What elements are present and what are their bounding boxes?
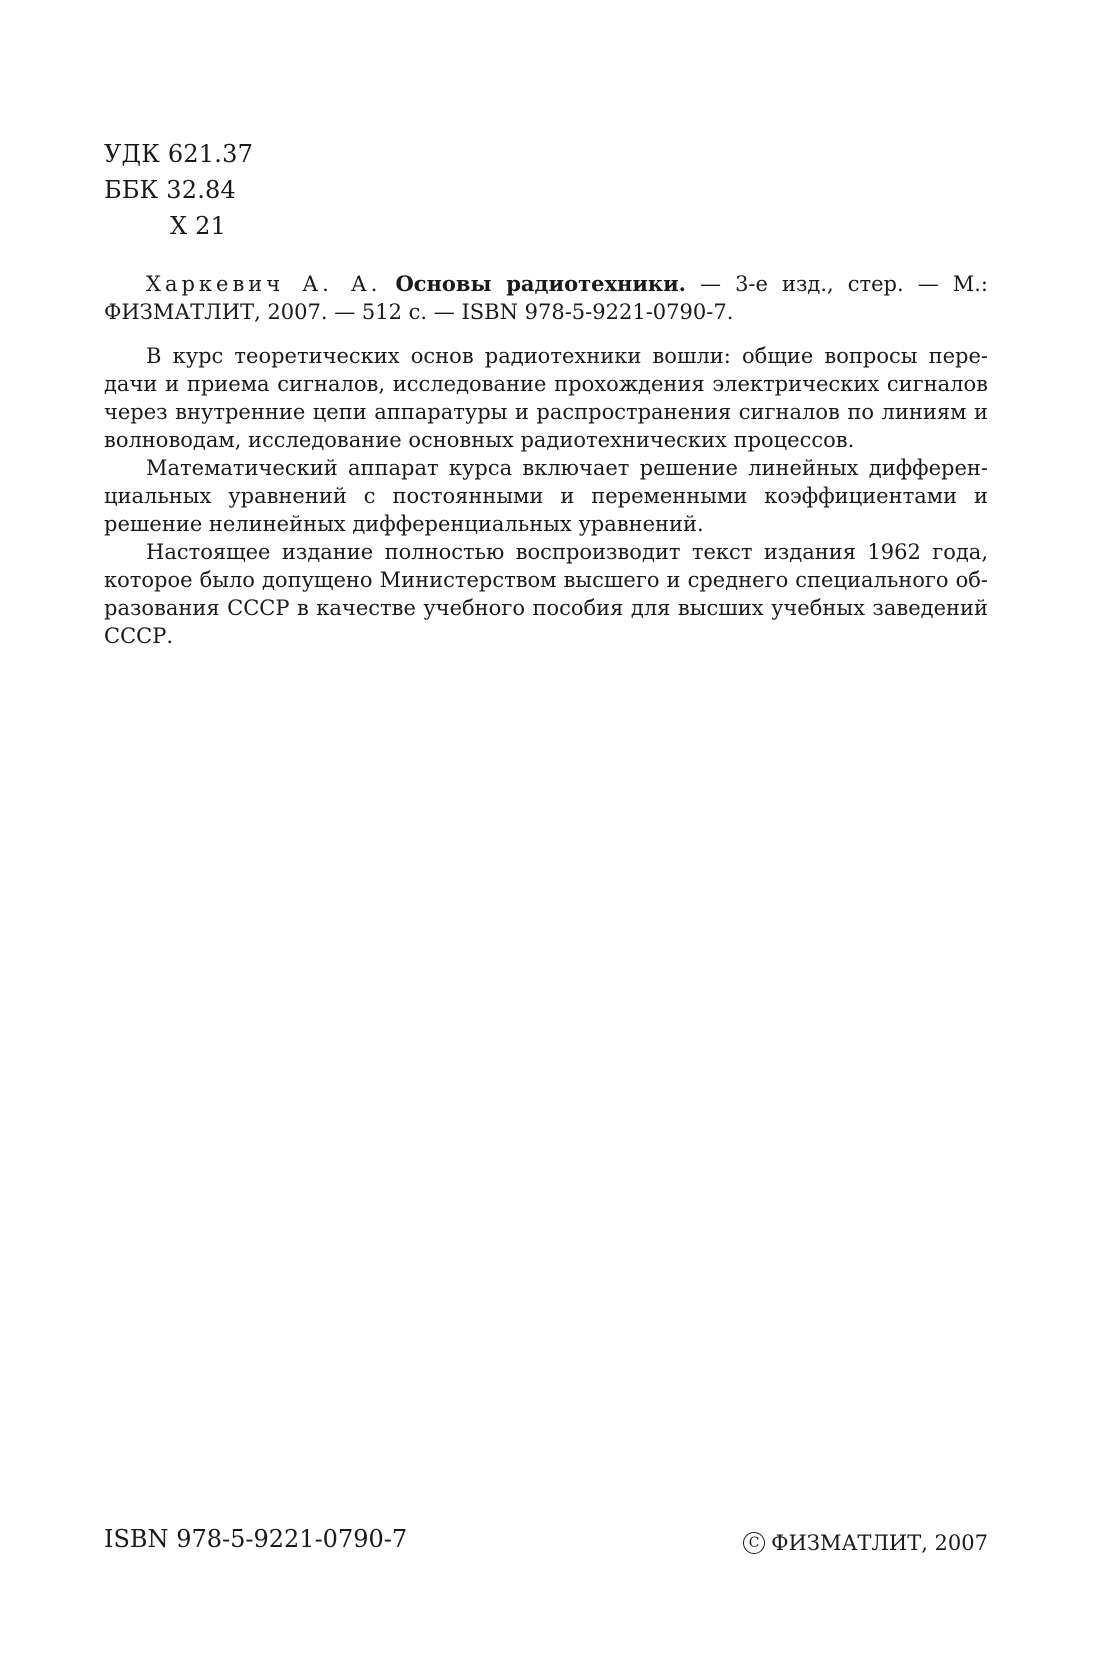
annotation-paragraph: Настоящее издание полностью воспроизводит текст издания 1962 года, которое было допущено Министерством высшего и среднего специального образования СССР в качестве учебного пособия для высших учебных заведений СССР. (104, 540, 988, 648)
page-footer (104, 1524, 988, 1558)
annotation-block (104, 270, 988, 650)
copyright-notice (743, 1528, 988, 1558)
annotation-paragraph: В курс теоретических основ радиотехники вошли: общие вопросы передачи и приема сигналов, исследование прохождения электрических сигналов через внутренние цепи аппаратуры и распространения сигналов по линиям и волноводам, исследование основных радиотехнических процессов. (104, 344, 988, 452)
book-title: Основы радиотехники. (395, 271, 686, 296)
copyright-icon: C (743, 1532, 765, 1554)
udk-code: УДК 621.37 (104, 140, 254, 168)
copyright-holder: ФИЗМАТЛИТ, 2007 (771, 1531, 988, 1555)
author-name: Харкевич А. А. (146, 272, 382, 296)
bbk-code: ББК 32.84 (104, 176, 236, 204)
publication-details: — 3-е изд., стер. — М.: ФИЗМАТЛИТ, 2007. — 512 с. — ISBN 978-5-9221-0790-7. (104, 272, 988, 324)
isbn-number: ISBN 978-5-9221-0790-7 (104, 1525, 408, 1553)
annotation-paragraph: Математический аппарат курса включает решение линейных дифференциальных уравнений с постоянными и переменными коэффициентами и решение нелинейных дифференциальных уравнений. (104, 456, 988, 536)
author-mark: Х 21 (170, 212, 227, 240)
bibliographic-record (104, 270, 988, 326)
classification-block (104, 136, 253, 244)
